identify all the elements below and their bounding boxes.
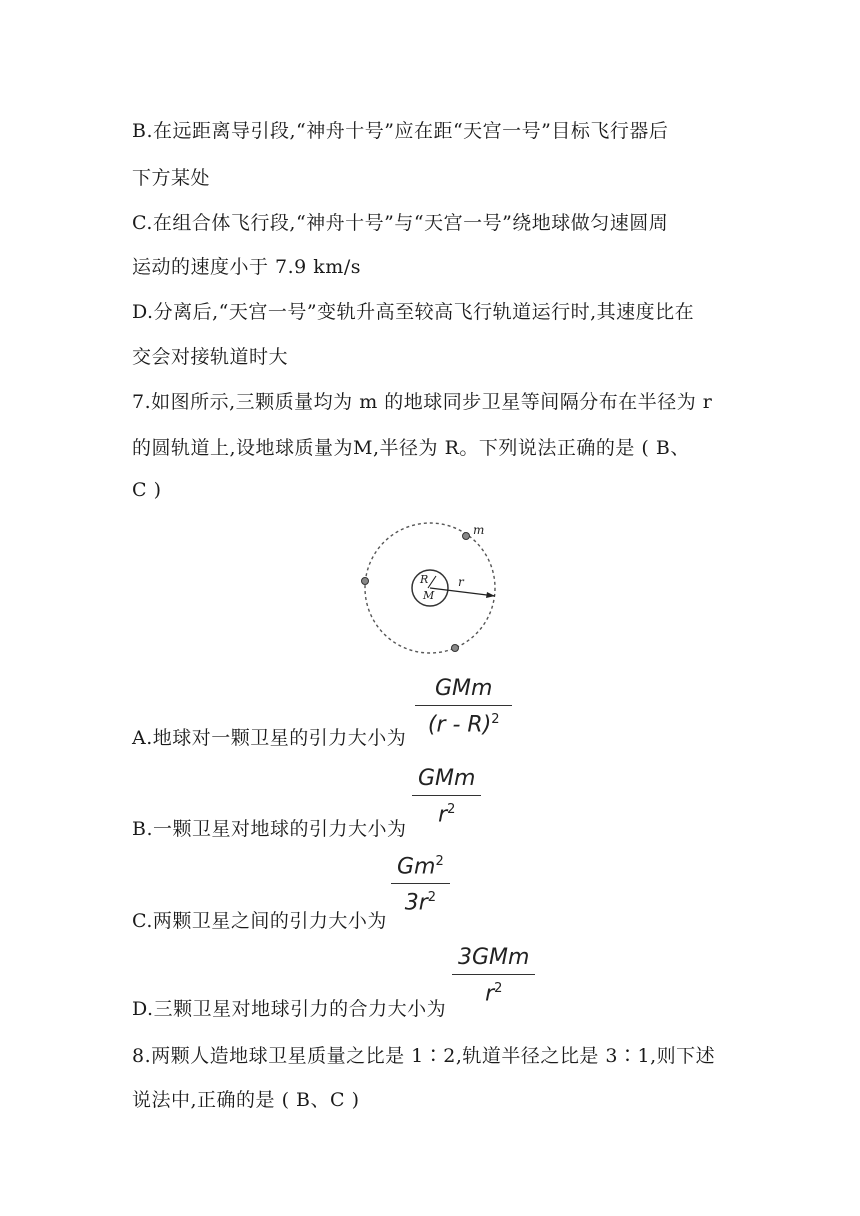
option-6d-line2: 交会对接轨道时大 [132, 346, 289, 368]
question-7-line2: 的圆轨道上,设地球质量为M,半径为 R。下列说法正确的是 ( B、 [132, 437, 690, 459]
satellite-3 [452, 645, 459, 652]
option-6c-line2: 运动的速度小于 7.9 km/s [132, 256, 361, 278]
formula-c-numerator: Gm$^2$ [391, 854, 450, 884]
label-R: R [420, 573, 429, 586]
satellite-2 [362, 578, 369, 585]
question-7-line3: C ) [132, 479, 162, 501]
radius-arrow [430, 588, 495, 596]
formula-d-numerator: 3GMm [452, 945, 535, 975]
formula-c [391, 854, 450, 916]
option-7c: C.两颗卫星之间的引力大小为 [132, 910, 387, 932]
label-r: r [458, 575, 464, 589]
formula-d-denominator: $r^2$ [485, 981, 503, 1007]
formula-b-denominator: $r^2$ [438, 802, 456, 828]
option-7b: B.一颗卫星对地球的引力大小为 [132, 818, 407, 840]
option-6c-line1: C.在组合体飞行段,“神舟十号”与“天宫一号”绕地球做匀速圆周 [132, 212, 669, 234]
option-6d-line1: D.分离后,“天宫一号”变轨升高至较高飞行轨道运行时,其速度比在 [132, 301, 695, 323]
orbit-diagram [350, 518, 510, 663]
formula-a-numerator: GMm [415, 676, 512, 706]
formula-a-denominator: (r - R)$^2$ [427, 712, 500, 738]
formula-b-numerator: GMm [412, 766, 481, 796]
formula-b [412, 766, 481, 827]
radius-arrowhead [486, 592, 495, 598]
option-7a: A.地球对一颗卫星的引力大小为 [132, 727, 407, 749]
formula-c-denominator: $3r^2$ [404, 890, 437, 916]
earth-radius-arrow [428, 576, 436, 588]
satellite-1 [463, 533, 470, 540]
label-M: M [423, 589, 435, 602]
question-8-line1: 8.两颗人造地球卫星质量之比是 1∶2,轨道半径之比是 3∶1,则下述 [132, 1045, 716, 1067]
option-6b-line1: B.在远距离导引段,“神舟十号”应在距“天宫一号”目标飞行器后 [132, 120, 669, 142]
question-7-line1: 7.如图所示,三颗质量均为 m 的地球同步卫星等间隔分布在半径为 r [132, 391, 713, 413]
option-6b-line2: 下方某处 [132, 167, 211, 189]
formula-a [415, 676, 512, 737]
question-8-line2: 说法中,正确的是 ( B、C ) [132, 1089, 360, 1111]
label-m: m [473, 523, 485, 537]
formula-d [452, 945, 535, 1006]
option-7d: D.三颗卫星对地球引力的合力大小为 [132, 998, 447, 1020]
